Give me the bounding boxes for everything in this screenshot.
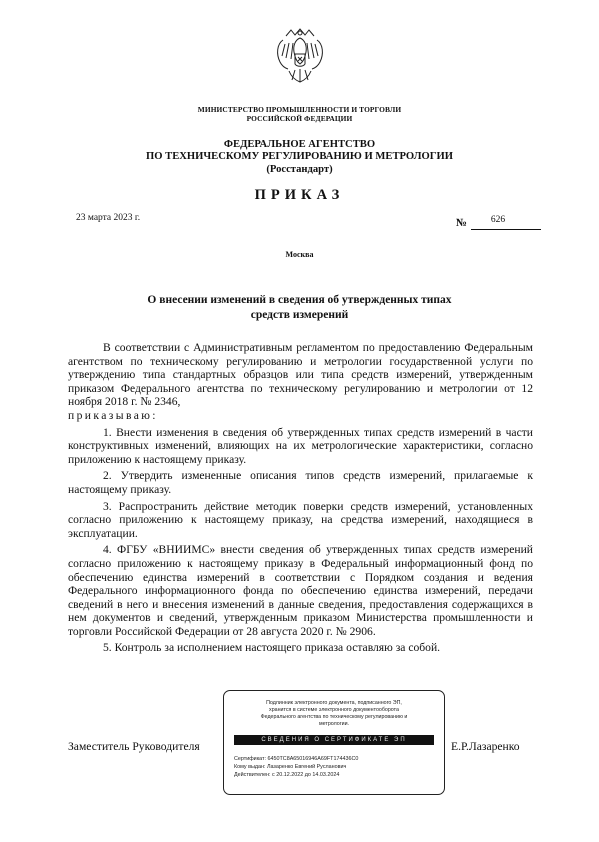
preamble: В соответствии с Административным регламентом по предоставлению Федеральным агентством по техническому регулированию и метрологии государственной услуги по утверждению типа стандартных образцов или типа средств измерений, утвержденным приказом Федерального агентства по техническому регулированию и метрологии от 12 ноября 2018 г. № 2346, bbox=[68, 341, 533, 409]
stamp-title-bar: СВЕДЕНИЯ О СЕРТИФИКАТЕ ЭП bbox=[234, 735, 434, 745]
stamp-note bbox=[232, 700, 436, 728]
certificate-details bbox=[234, 755, 439, 779]
signer-name: Е.Р.Лазаренко bbox=[451, 740, 520, 753]
certificate-validity: Действителен: с 20.12.2022 до 14.03.2024 bbox=[234, 772, 340, 778]
stamp-note-line-4: метрологии. bbox=[318, 721, 350, 727]
certificate-owner: Кому выдан: Лазаренко Евгений Русланович bbox=[234, 764, 347, 770]
order-number: 626 bbox=[490, 215, 506, 225]
order-item-3: 3. Распространить действие методик поверки средств измерений, установленных согласно приложению к настоящему приказу, на средства измерений, находящиеся в эксплуатации. bbox=[68, 499, 533, 540]
order-body bbox=[68, 341, 533, 655]
electronic-signature-stamp bbox=[223, 690, 445, 795]
ministry-name bbox=[0, 105, 599, 123]
order-date: 23 марта 2023 г. bbox=[76, 213, 141, 223]
stamp-note-line-1: Подлинник электронного документа, подписанного ЭП, bbox=[266, 700, 402, 706]
order-item-5: 5. Контроль за исполнением настоящего приказа оставляю за собой. bbox=[103, 641, 441, 655]
agency-line-3: (Росстандарт) bbox=[266, 163, 333, 175]
certificate-id: Сертификат: 6450ТС8А65016946А69FТ174436С0 bbox=[234, 756, 359, 762]
coat-of-arms-icon bbox=[273, 26, 327, 88]
order-subject bbox=[0, 293, 599, 323]
subject-line-2: средств измерений bbox=[250, 309, 349, 321]
stamp-note-line-3: Федерального агентства по техническому регулированию и bbox=[260, 714, 408, 720]
ministry-line-1: МИНИСТЕРСТВО ПРОМЫШЛЕННОСТИ И ТОРГОВЛИ bbox=[197, 105, 402, 114]
stamp-note-line-2: хранится в системе электронного документооборота bbox=[269, 707, 399, 713]
subject-line-1: О внесении изменений в сведения об утвержденных типах bbox=[147, 294, 452, 306]
order-item-2: 2. Утвердить измененные описания типов средств измерений, прилагаемые к настоящему приказу. bbox=[68, 469, 533, 496]
document-type-title: ПРИКАЗ bbox=[254, 187, 345, 203]
agency-line-1: ФЕДЕРАЛЬНОЕ АГЕНТСТВО bbox=[223, 139, 376, 150]
ministry-line-2: РОССИЙСКОЙ ФЕДЕРАЦИИ bbox=[246, 114, 353, 123]
agency-name bbox=[0, 139, 599, 176]
order-item-1: 1. Внести изменения в сведения об утвержденных типах средств измерений в части конструктивных изменений, влияющих на их метрологические характеристики, согласно приложению к настоящему приказу. bbox=[68, 425, 533, 466]
order-word: приказываю: bbox=[68, 408, 158, 422]
number-underline bbox=[471, 229, 541, 230]
signer-role: Заместитель Руководителя bbox=[68, 740, 200, 753]
city: Москва bbox=[285, 250, 314, 259]
number-sign: № bbox=[456, 217, 468, 229]
order-item-4: 4. ФГБУ «ВНИИМС» внести сведения об утвержденных типах средств измерений согласно приложению к настоящему приказу в Федеральный информационный фонд по обеспечению единства измерений в соответствии с Порядком создания и ведения Федерального информационного фонда по обеспечению единства измерений, передачи сведений в него и внесения изменений в данные сведения, предоставления содержащихся в нем документов и сведений, утвержденным приказом Министерства промышленности и торговли Российской Федерации от 28 августа 2020 г. № 2906. bbox=[68, 543, 533, 638]
agency-line-2: ПО ТЕХНИЧЕСКОМУ РЕГУЛИРОВАНИЮ И МЕТРОЛОГИИ bbox=[146, 151, 453, 163]
